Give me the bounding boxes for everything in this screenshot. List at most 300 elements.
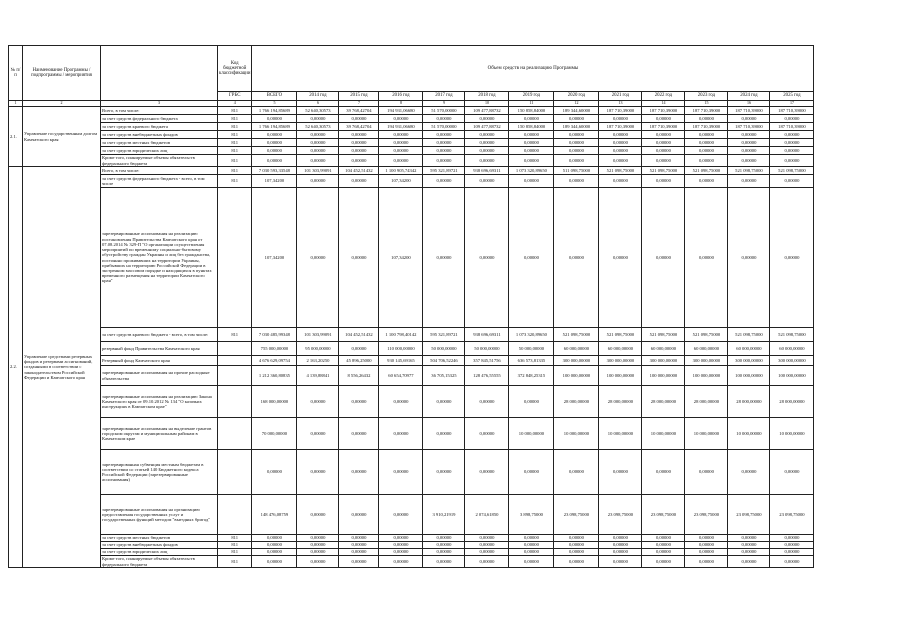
value-year: 0,00000 [728, 188, 770, 328]
value-year: 0,00000 [770, 450, 814, 495]
value-year: 0,00000 [509, 115, 554, 123]
value-year: 300 000,00000 [642, 356, 685, 366]
value-year: 0,00000 [339, 131, 379, 139]
value-year: 357 845,51756 [465, 356, 509, 366]
value-year: 0,00000 [770, 139, 814, 147]
column-index-cell: 15 [685, 101, 728, 107]
section-name: Управление государственным долгом Камчатского края [23, 107, 101, 167]
value-year: 8 556,26432 [339, 366, 379, 386]
table-row [9, 450, 814, 495]
row-code: 811 [218, 155, 252, 167]
value-total: 1 766 194,85689 [252, 107, 297, 115]
value-year: 101 303,99091 [297, 167, 339, 175]
value-year: 2 163,20250 [297, 356, 339, 366]
value-year: 187 710,39000 [728, 123, 770, 131]
value-year: 0,00000 [554, 175, 599, 188]
value-year: 0,00000 [599, 188, 642, 328]
value-year: 50 000,00000 [509, 342, 554, 356]
value-year: 28 000,00000 [599, 386, 642, 418]
value-year: 0,00000 [339, 139, 379, 147]
value-year: 0,00000 [297, 556, 339, 568]
value-year: 1 100 798,40142 [379, 328, 423, 342]
row-code [218, 366, 252, 386]
value-year: 2 074,61850 [465, 495, 509, 535]
value-year: 60 000,00000 [728, 342, 770, 356]
col-header-year: 2015 год [339, 92, 379, 101]
row-code: 811 [218, 123, 252, 131]
row-description: за счет средств местных бюджетов [101, 535, 218, 542]
value-year: 0,00000 [423, 155, 465, 167]
table-row [9, 175, 814, 188]
value-year: 595 321,89721 [423, 167, 465, 175]
value-year: 39 768,42704 [339, 107, 379, 115]
value-year: 504 706,52246 [423, 356, 465, 366]
value-total: 755 000,00000 [252, 342, 297, 356]
value-year: 0,00000 [770, 155, 814, 167]
row-code: 811 [218, 549, 252, 556]
value-year: 0,00000 [770, 542, 814, 549]
value-year: 0,00000 [297, 188, 339, 328]
value-year: 0,00000 [465, 147, 509, 155]
value-year: 0,00000 [685, 139, 728, 147]
value-year: 0,00000 [770, 115, 814, 123]
value-year: 100 000,00000 [728, 366, 770, 386]
value-year: 23 098,75000 [554, 495, 599, 535]
table-row [9, 342, 814, 356]
value-year: 0,00000 [465, 556, 509, 568]
table-row [9, 131, 814, 139]
column-index-cell: 5 [252, 101, 297, 107]
value-year: 0,00000 [423, 535, 465, 542]
value-total: 107,34200 [252, 188, 297, 328]
value-year: 187 710,39000 [685, 123, 728, 131]
value-year: 10 000,00000 [728, 418, 770, 450]
col-header-year: 2024 год [728, 92, 770, 101]
value-year: 0,00000 [509, 155, 554, 167]
value-year: 0,00000 [465, 386, 509, 418]
value-total: 0,00000 [252, 556, 297, 568]
column-index-cell: 6 [297, 101, 339, 107]
value-year: 0,00000 [554, 535, 599, 542]
value-year: 100 000,00000 [599, 366, 642, 386]
value-year: 300 000,00000 [770, 356, 814, 366]
value-year: 0,00000 [685, 535, 728, 542]
value-year: 10 000,00000 [685, 418, 728, 450]
value-year: 0,00000 [685, 450, 728, 495]
column-index-cell: 16 [728, 101, 770, 107]
row-description: Резервный фонд Камчатского края [101, 356, 218, 366]
value-year: 521 098,75000 [770, 167, 814, 175]
value-year: 28 000,00000 [642, 386, 685, 418]
value-year: 0,00000 [509, 147, 554, 155]
row-description: зарезервированные ассигнования на прочие расходные обязательства [101, 366, 218, 386]
value-year: 0,00000 [599, 542, 642, 549]
value-year: 51 570,00000 [423, 123, 465, 131]
value-year: 0,00000 [379, 556, 423, 568]
value-year: 189 344,60000 [554, 123, 599, 131]
value-year: 0,00000 [423, 147, 465, 155]
value-total: 0,00000 [252, 155, 297, 167]
value-year: 0,00000 [770, 175, 814, 188]
value-year: 100 000,00000 [642, 366, 685, 386]
value-year: 0,00000 [554, 450, 599, 495]
col-header-name: Наименование Программы / подпрограммы / мероприятия [23, 46, 101, 101]
value-year: 3 898,75000 [509, 495, 554, 535]
value-year: 930 145,69165 [379, 356, 423, 366]
section-name: Управление средствами резервных фондов и резервами ассигнований, созданными в соответствии с законодательством Российской Федерации и Камчатского края [23, 167, 101, 568]
value-total: 0,00000 [252, 450, 297, 495]
row-code: 811 [218, 556, 252, 568]
value-year: 0,00000 [642, 542, 685, 549]
row-description: за счет средств юридических лиц [101, 549, 218, 556]
row-description: за счет средств федерального бюджета [101, 115, 218, 123]
value-total: 1 766 194,85689 [252, 123, 297, 131]
column-index-cell: 11 [509, 101, 554, 107]
value-year: 0,00000 [339, 549, 379, 556]
value-year: 0,00000 [339, 450, 379, 495]
value-year: 0,00000 [642, 155, 685, 167]
value-total: 0,00000 [252, 549, 297, 556]
value-year: 0,00000 [465, 418, 509, 450]
row-description: Кроме того, планируемые объемы обязательств федерального бюджета [101, 155, 218, 167]
value-year: 0,00000 [465, 155, 509, 167]
value-year: 0,00000 [770, 556, 814, 568]
table-row [9, 139, 814, 147]
value-year: 0,00000 [728, 556, 770, 568]
value-year: 300 000,00000 [599, 356, 642, 366]
table-row [9, 155, 814, 167]
col-header-year: 2020 год [554, 92, 599, 101]
value-year: 521 098,75000 [642, 167, 685, 175]
value-year: 10 000,00000 [554, 418, 599, 450]
value-year: 0,00000 [379, 495, 423, 535]
value-year: 636 573,81335 [509, 356, 554, 366]
value-year: 521 098,75000 [770, 328, 814, 342]
value-year: 521 098,75000 [685, 167, 728, 175]
value-total: 0,00000 [252, 535, 297, 542]
col-header-year: 2022 год [642, 92, 685, 101]
row-code [218, 188, 252, 328]
value-year: 36 705,15325 [423, 366, 465, 386]
value-year: 0,00000 [465, 535, 509, 542]
value-year: 60 000,00000 [642, 342, 685, 356]
value-year: 60 654,70977 [379, 366, 423, 386]
row-description: за счет средств внебюджетных фондов [101, 131, 218, 139]
value-year: 0,00000 [509, 542, 554, 549]
table-row [9, 535, 814, 542]
value-year: 0,00000 [554, 147, 599, 155]
row-code: 811 [218, 167, 252, 175]
value-year: 0,00000 [379, 131, 423, 139]
value-year: 0,00000 [642, 188, 685, 328]
value-year: 107,34200 [379, 188, 423, 328]
value-year: 0,00000 [642, 175, 685, 188]
value-year: 0,00000 [379, 155, 423, 167]
table-row [9, 418, 814, 450]
value-year: 0,00000 [599, 535, 642, 542]
value-year: 0,00000 [297, 418, 339, 450]
value-year: 0,00000 [728, 139, 770, 147]
column-index-cell: 10 [465, 101, 509, 107]
col-header-year: 2018 год [465, 92, 509, 101]
col-header-code: Код бюджетной классификации [218, 46, 252, 92]
col-header-year: 2021 год [599, 92, 642, 101]
value-total: 7 030 485,99348 [252, 328, 297, 342]
row-code [218, 386, 252, 418]
value-year: 0,00000 [599, 115, 642, 123]
value-year: 109 477,88732 [465, 107, 509, 115]
row-description: за счет средств местных бюджетов [101, 139, 218, 147]
value-year: 0,00000 [423, 418, 465, 450]
value-year: 0,00000 [423, 188, 465, 328]
value-year: 0,00000 [509, 188, 554, 328]
row-code: 811 [218, 175, 252, 188]
value-total: 0,00000 [252, 139, 297, 147]
value-year: 0,00000 [297, 175, 339, 188]
value-year: 0,00000 [465, 542, 509, 549]
value-year: 0,00000 [554, 556, 599, 568]
value-year: 0,00000 [423, 131, 465, 139]
value-year: 938 696,69311 [465, 328, 509, 342]
value-year: 128 476,55555 [465, 366, 509, 386]
row-description: зарезервированная субвенция местным бюджетам в соответствии со статьей 140 Бюджетного кодекса Российской Федерации (зарезервированные ассигнования) [101, 450, 218, 495]
value-year: 0,00000 [339, 155, 379, 167]
value-year: 0,00000 [642, 131, 685, 139]
value-year: 0,00000 [339, 556, 379, 568]
value-year: 1 100 905,74342 [379, 167, 423, 175]
value-year: 95 000,00000 [297, 342, 339, 356]
value-year: 0,00000 [554, 139, 599, 147]
value-year: 0,00000 [297, 131, 339, 139]
value-year: 0,00000 [509, 139, 554, 147]
value-year: 0,00000 [379, 115, 423, 123]
row-description: Всего, в том числе: [101, 107, 218, 115]
value-year: 0,00000 [297, 450, 339, 495]
value-total: 70 000,00000 [252, 418, 297, 450]
value-year: 0,00000 [465, 115, 509, 123]
value-total: 4 676 629,09754 [252, 356, 297, 366]
col-header-grbs: ГРБС [218, 92, 252, 101]
value-year: 0,00000 [770, 535, 814, 542]
value-year: 521 098,75000 [728, 167, 770, 175]
value-year: 0,00000 [770, 188, 814, 328]
value-year: 0,00000 [685, 131, 728, 139]
column-index-cell: 8 [379, 101, 423, 107]
value-year: 0,00000 [599, 556, 642, 568]
value-year: 0,00000 [509, 535, 554, 542]
value-year: 0,00000 [642, 450, 685, 495]
value-year: 0,00000 [685, 188, 728, 328]
column-index-cell: 17 [770, 101, 814, 107]
value-year: 0,00000 [297, 139, 339, 147]
value-year: 511 098,75000 [554, 167, 599, 175]
value-year: 0,00000 [728, 175, 770, 188]
value-year: 0,00000 [509, 549, 554, 556]
col-header-year: 2023 год [685, 92, 728, 101]
row-description: зарезервированные ассигнования на реализацию Закона Камчатского края от 09.10.2012 № 134 "О казачьих инструкциях в Камчатском крае" [101, 386, 218, 418]
value-year: 110 000,00000 [379, 342, 423, 356]
col-header-total: ВСЕГО [252, 92, 297, 101]
row-description: за счет средств внебюджетных фондов [101, 542, 218, 549]
row-code: 811 [218, 107, 252, 115]
value-year: 0,00000 [339, 542, 379, 549]
table-row [9, 386, 814, 418]
value-year: 521 098,75000 [728, 328, 770, 342]
value-year: 60 000,00000 [599, 342, 642, 356]
value-year: 45 896,25000 [339, 356, 379, 366]
table-row [9, 328, 814, 342]
value-year: 187 710,39000 [685, 107, 728, 115]
value-year: 0,00000 [379, 386, 423, 418]
value-year: 0,00000 [297, 549, 339, 556]
value-year: 194 931,06680 [379, 107, 423, 115]
value-year: 0,00000 [423, 139, 465, 147]
value-year: 0,00000 [423, 115, 465, 123]
value-year: 39 768,42704 [339, 123, 379, 131]
row-code: 811 [218, 542, 252, 549]
value-year: 109 477,88732 [465, 123, 509, 131]
row-description: зарезервированные ассигнования на выделение грантов городским округам и муниципальным районам в Камчатском крае [101, 418, 218, 450]
value-year: 300 000,00000 [554, 356, 599, 366]
value-year: 0,00000 [642, 139, 685, 147]
value-year: 150 858,84000 [509, 107, 554, 115]
value-year: 521 098,75000 [599, 167, 642, 175]
value-year: 0,00000 [685, 147, 728, 155]
value-year: 0,00000 [423, 556, 465, 568]
col-header-year: 2025 год [770, 92, 814, 101]
value-year: 187 710,39000 [728, 107, 770, 115]
value-total: 168 000,00000 [252, 386, 297, 418]
value-year: 0,00000 [554, 115, 599, 123]
row-code: 811 [218, 131, 252, 139]
value-year: 0,00000 [339, 535, 379, 542]
value-year: 23 098,75000 [728, 495, 770, 535]
row-code [218, 356, 252, 366]
col-header-year: 2014 год [297, 92, 339, 101]
value-total: 0,00000 [252, 542, 297, 549]
value-year: 0,00000 [339, 342, 379, 356]
column-index-cell: 14 [642, 101, 685, 107]
value-year: 1 073 320,89650 [509, 328, 554, 342]
value-total: 7 030 593,33548 [252, 167, 297, 175]
value-year: 52 640,30573 [297, 107, 339, 115]
value-year: 0,00000 [599, 147, 642, 155]
value-year: 0,00000 [297, 155, 339, 167]
value-year: 0,00000 [297, 115, 339, 123]
value-year: 0,00000 [509, 386, 554, 418]
table-row [9, 147, 814, 155]
value-year: 0,00000 [379, 549, 423, 556]
value-year: 595 321,89721 [423, 328, 465, 342]
value-total: 107,34200 [252, 175, 297, 188]
value-year: 0,00000 [554, 131, 599, 139]
value-year: 23 098,75000 [685, 495, 728, 535]
value-year: 0,00000 [423, 450, 465, 495]
value-total: 1 212 360,80835 [252, 366, 297, 386]
row-code: 811 [218, 535, 252, 542]
value-year: 187 710,39000 [770, 123, 814, 131]
row-description: за счет средств федерального бюджета - всего, в том числе [101, 175, 218, 188]
value-year: 104 452,51432 [339, 167, 379, 175]
value-year: 0,00000 [685, 556, 728, 568]
column-index-cell: 12 [554, 101, 599, 107]
row-description: за счет средств краевого бюджета - всего, в том числе: [101, 328, 218, 342]
value-year: 0,00000 [554, 542, 599, 549]
value-year: 0,00000 [509, 556, 554, 568]
row-code [218, 418, 252, 450]
row-description: зарезервированные ассигнования на реализацию постановления Правительства Камчатского края от 07.08.2014 № 329-П "О организации осуществления мероприятий по временному социально-бытовому обустройству граждан Украины и лиц без гражданства, постоянно проживавших на территории Украины, прибывших на территорию Российской Федерации в экстренном массовом порядке и находящихся в пунктах временного размещения на территории Камчатского края" [101, 188, 218, 328]
value-year: 187 710,39000 [599, 123, 642, 131]
value-year: 150 858,84000 [509, 123, 554, 131]
column-index-cell: 9 [423, 101, 465, 107]
value-year: 0,00000 [465, 131, 509, 139]
table-row [9, 556, 814, 568]
value-year: 187 710,39000 [770, 107, 814, 115]
value-year: 23 098,75000 [599, 495, 642, 535]
value-year: 0,00000 [379, 450, 423, 495]
value-year: 187 710,39000 [642, 107, 685, 115]
value-year: 0,00000 [599, 131, 642, 139]
value-year: 187 710,39000 [599, 107, 642, 115]
value-year: 0,00000 [599, 450, 642, 495]
value-year: 0,00000 [599, 155, 642, 167]
value-year: 0,00000 [465, 175, 509, 188]
value-year: 0,00000 [509, 175, 554, 188]
table-row [9, 123, 814, 131]
value-year: 28 000,00000 [685, 386, 728, 418]
value-year: 521 098,75000 [554, 328, 599, 342]
col-header-year: 2019 год [509, 92, 554, 101]
value-year: 0,00000 [509, 450, 554, 495]
value-year: 300 000,00000 [728, 356, 770, 366]
value-year: 0,00000 [599, 549, 642, 556]
value-year: 52 640,30573 [297, 123, 339, 131]
value-year: 0,00000 [642, 115, 685, 123]
value-year: 50 000,00000 [423, 342, 465, 356]
value-year: 51 570,00000 [423, 107, 465, 115]
value-year: 0,00000 [379, 139, 423, 147]
value-year: 0,00000 [339, 188, 379, 328]
section-number: 2.1. [9, 107, 23, 167]
row-code: 811 [218, 139, 252, 147]
value-year: 0,00000 [297, 147, 339, 155]
value-year: 0,00000 [642, 147, 685, 155]
value-year: 0,00000 [339, 175, 379, 188]
value-year: 0,00000 [509, 131, 554, 139]
value-year: 0,00000 [685, 155, 728, 167]
row-description: за счет средств краевого бюджета [101, 123, 218, 131]
value-total: 0,00000 [252, 115, 297, 123]
table-row [9, 366, 814, 386]
value-year: 0,00000 [685, 175, 728, 188]
value-year: 0,00000 [297, 535, 339, 542]
value-year: 23 098,75000 [770, 495, 814, 535]
value-year: 0,00000 [728, 549, 770, 556]
value-year: 0,00000 [728, 155, 770, 167]
col-header-year: 2016 год [379, 92, 423, 101]
value-year: 0,00000 [554, 155, 599, 167]
value-year: 0,00000 [423, 549, 465, 556]
value-year: 521 098,75000 [642, 328, 685, 342]
table-row [9, 167, 814, 175]
value-year: 0,00000 [297, 386, 339, 418]
row-code [218, 450, 252, 495]
value-year: 521 098,75000 [685, 328, 728, 342]
value-year: 28 000,00000 [770, 386, 814, 418]
value-year: 0,00000 [770, 549, 814, 556]
value-year: 1 073 320,89650 [509, 167, 554, 175]
row-code: 811 [218, 328, 252, 342]
